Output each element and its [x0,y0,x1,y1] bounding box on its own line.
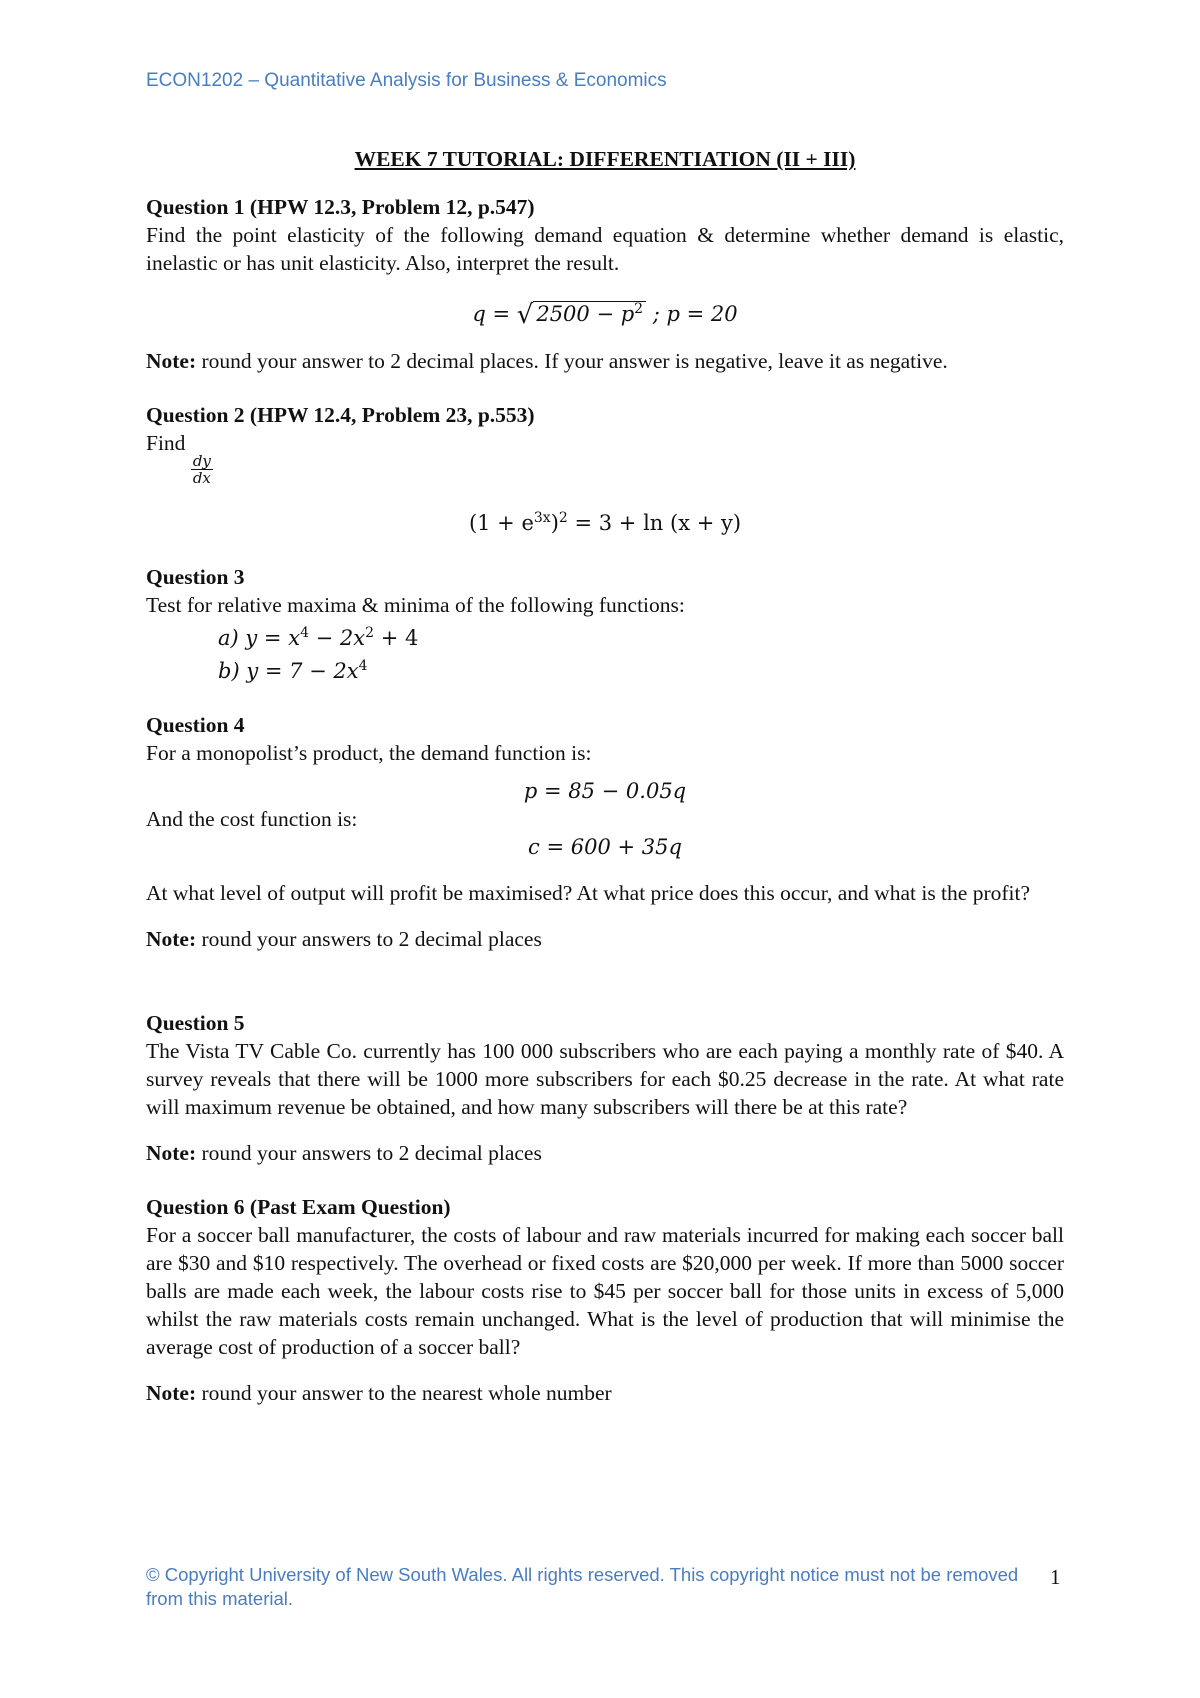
question-2-equation [146,504,1064,537]
question-5-text: The Vista TV Cable Co. currently has 100 000 subscribers who are each paying a monthly rate of $40. A survey reveals that there will be 1000 more subscribers for each $0.25 decrease in the rate. At what rate will maximum revenue be obtained, and how many subscribers will there be at this rate? [146,1039,1064,1119]
question-6-heading: Question 6 (Past Exam Question) [146,1195,451,1219]
question-3-part-a [146,619,1064,652]
q2-eq-part-a: (1 + e [468,511,534,535]
question-5-heading: Question 5 [146,1011,245,1035]
part-a-exp1: 4 [300,625,309,641]
question-3-heading: Question 3 [146,565,245,589]
find-label: Find [146,431,191,455]
question-4-equations [146,767,1064,879]
cost-intro: And the cost function is: [146,807,358,831]
part-b-label: b) [218,659,240,683]
part-a-rest2: + 4 [374,626,419,650]
note-label: Note: [146,1141,197,1165]
question-5-note [146,1139,1064,1167]
document-body [146,145,1064,1407]
demand-equation-text: p = 85 − 0.05q [523,779,687,803]
q2-eq-exp-b: 2 [558,510,568,526]
sqrt-symbol: √ $2500 - p^2$ [517,295,646,329]
question-3-text: Test for relative maxima & minima of the following functions: [146,593,685,617]
question-1-equation [146,295,1064,329]
question-1-heading: Question 1 (HPW 12.3, Problem 12, p.547) [146,195,535,219]
question-6-note [146,1379,1064,1407]
q2-eq-part-c: = 3 + ln (x + y) [567,511,742,535]
part-a-rest1: − 2x [308,626,366,650]
fraction-denominator: dx [192,469,211,487]
question-2-heading: Question 2 (HPW 12.4, Problem 23, p.553) [146,403,535,427]
note-label: Note: [146,927,197,951]
q1-eq-exp: 2 [634,301,644,317]
part-a-label: a) [218,626,239,650]
question-4-heading: Question 4 [146,713,245,737]
question-4-question: At what level of output will profit be maximised? At what price does this occur, and what is the profit? [146,881,1031,905]
part-b-expr: y = 7 − 2x [239,659,359,683]
note-label: Note: [146,1381,197,1405]
q2-eq-exp-a: 3x [533,510,551,526]
demand-equation [146,777,1064,805]
question-4-note [146,925,1064,953]
q1-eq-rhs: ; p = 20 [646,302,738,326]
cost-equation [146,833,1064,861]
part-a-expr: y = x [238,626,301,650]
cost-equation-text: c = 600 + 35q [528,835,682,859]
q2-eq-part-b: ) [550,511,559,535]
q1-eq-radicand: 2500 − p [536,302,635,326]
question-1-note [146,347,1064,375]
document-header: ECON1202 – Quantitative Analysis for Business & Economics [146,70,667,91]
page-title: WEEK 7 TUTORIAL: DIFFERENTIATION (II + III) [354,147,856,171]
q1-eq-lhs: q = [472,302,517,326]
question-2-find [146,429,1064,486]
fraction-numerator: dy [192,452,211,470]
dy-dx-fraction [191,453,213,486]
page-number: 1 [1050,1565,1061,1589]
note-text: round your answers to 2 decimal places [196,1141,542,1165]
question-6-text: For a soccer ball manufacturer, the costs of labour and raw materials incurred for making each soccer ball are $30 and $10 respectively. The overhead or fixed costs are $20,000 per week. If more than 5000 soccer balls are made each week, the labour costs rise to $45 per soccer ball for those units in excess of 5,000 whilst the raw materials costs remain unchanged. What is the level of production that will minimise the average cost of production of a soccer ball? [146,1223,1064,1359]
note-text: round your answer to the nearest whole number [196,1381,612,1405]
question-1-text: Find the point elasticity of the following demand equation & determine whether demand is elastic, inelastic or has unit elasticity. Also, interpret the result. [146,223,1064,275]
part-a-exp2: 2 [365,625,375,641]
copyright-footer: © Copyright University of New South Wales. All rights reserved. This copyright notice must not be removed from this material. [146,1564,1019,1609]
note-label: Note: [146,349,197,373]
part-b-exp: 4 [358,658,368,674]
note-text: round your answers to 2 decimal places [196,927,542,951]
note-text: round your answer to 2 decimal places. If your answer is negative, leave it as negative. [196,349,948,373]
question-3-part-b [146,652,1064,685]
question-4-text: For a monopolist’s product, the demand function is: [146,741,592,765]
